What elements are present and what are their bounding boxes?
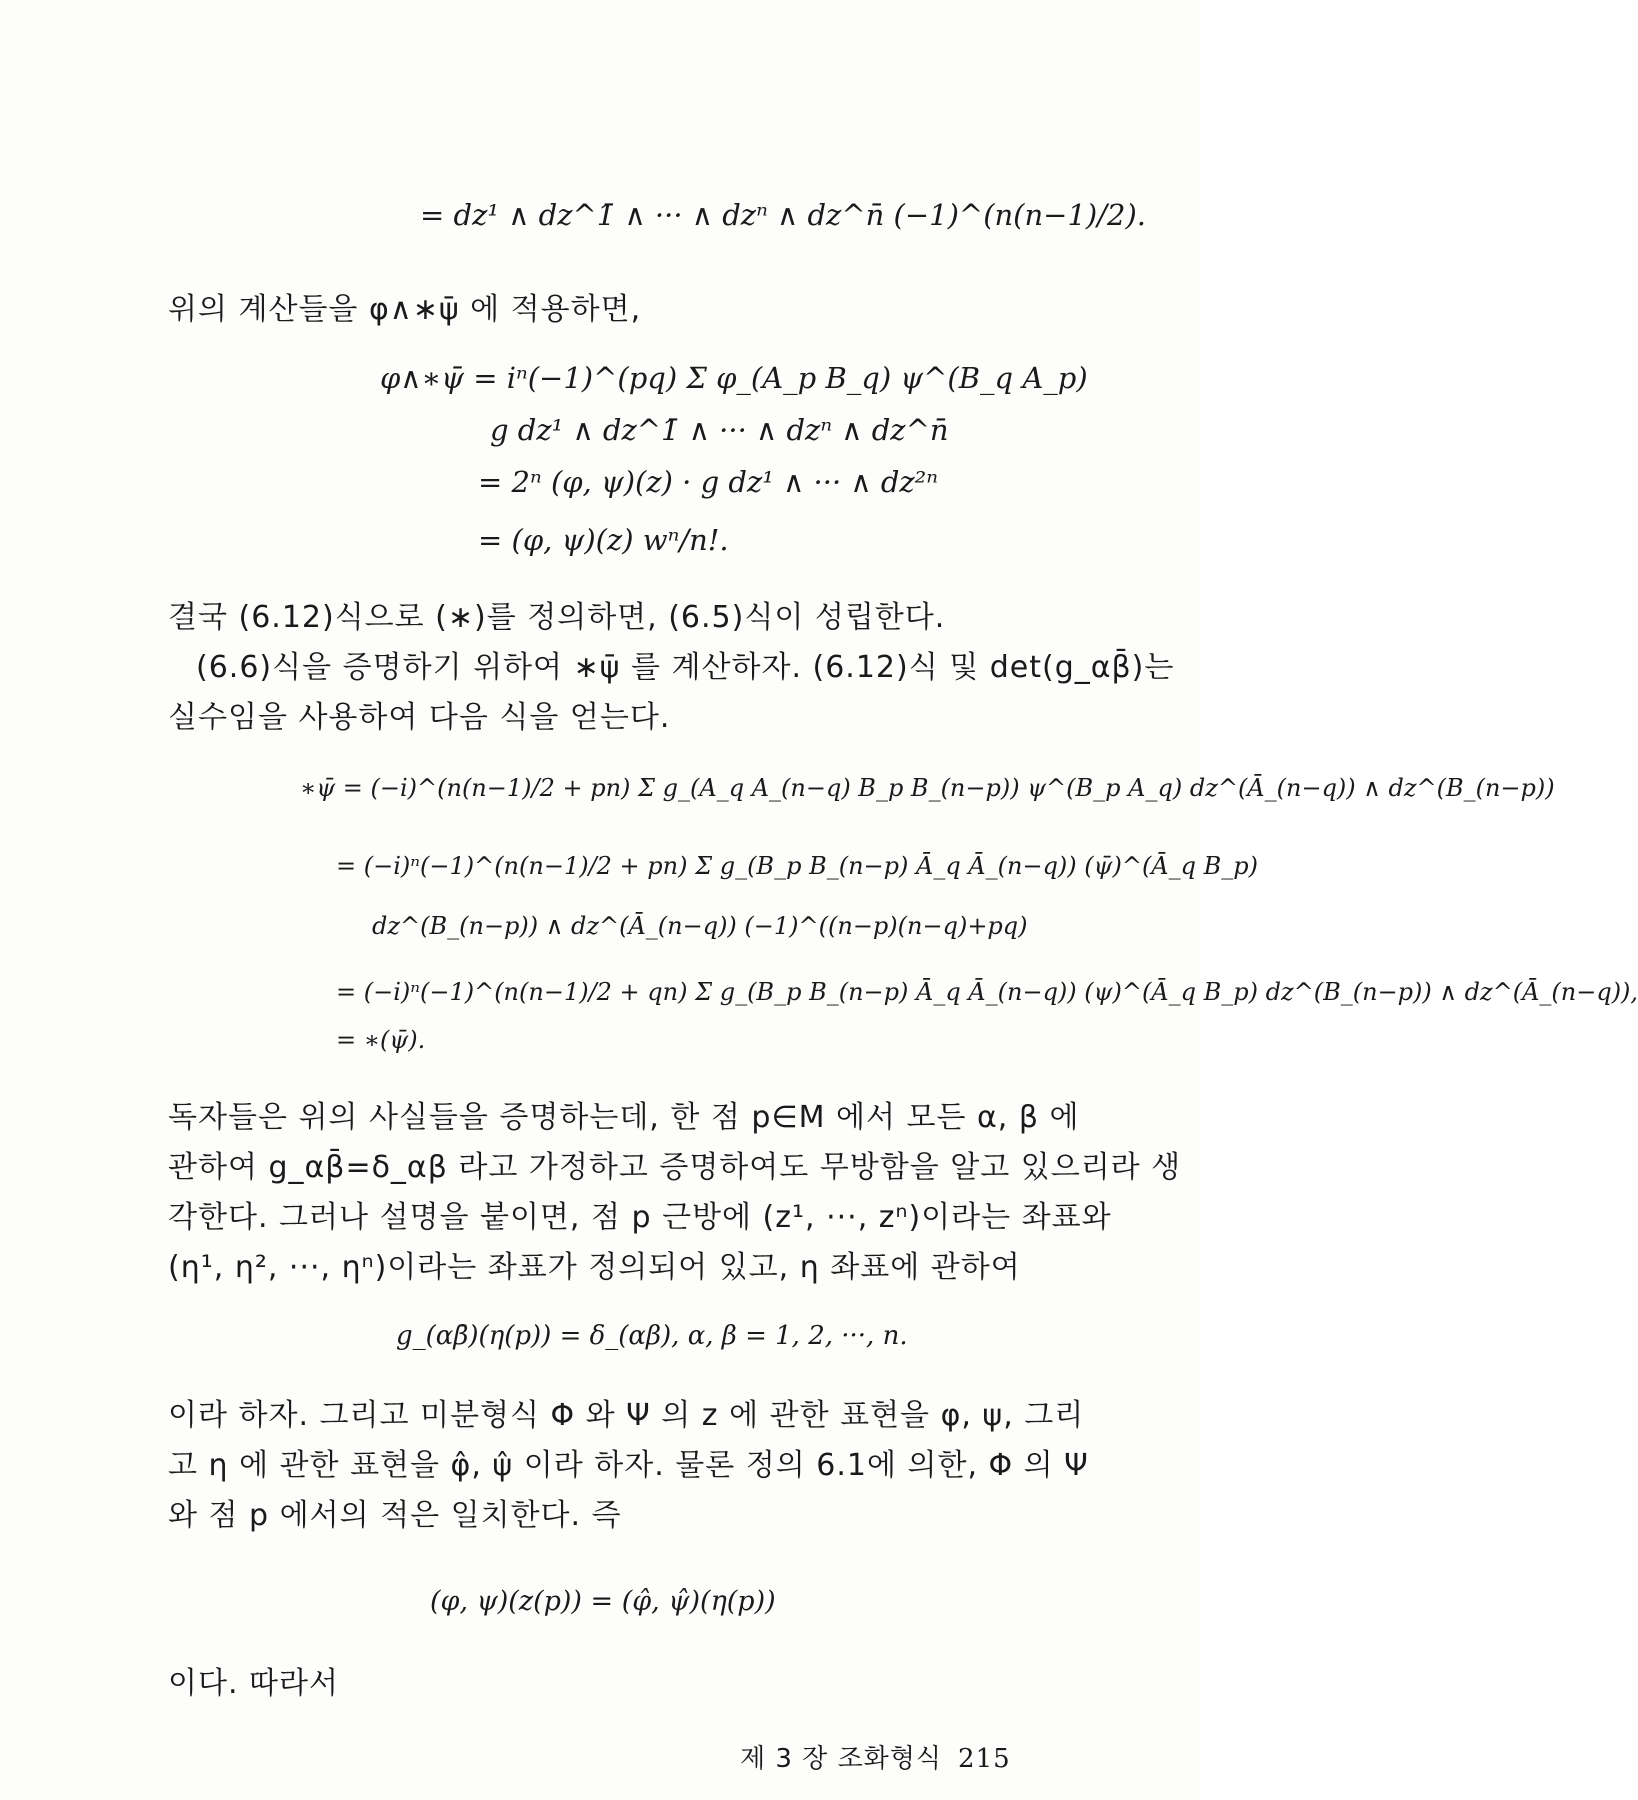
paragraph-forms-line-2: 고 η 에 관한 표현을 φ̂, ψ̂ 이라 하자. 물론 정의 6.1에 의한, Φ 의 Ψ	[168, 1448, 1089, 1483]
paragraph-forms-line-1: 이라 하자. 그리고 미분형식 Φ 와 Ψ 의 z 에 관한 표현을 φ, ψ, 그리	[168, 1398, 1085, 1433]
paragraph-readers-line-3: 각한다. 그러나 설명을 붙이면, 점 p 근방에 (z¹, ···, zⁿ)이라는 좌표와	[168, 1200, 1112, 1235]
equation-star-line-3: dz^(B_(n−p)) ∧ dz^(Ā_(n−q)) (−1)^((n−p)(n−q)+pq)	[372, 912, 1028, 940]
paragraph-readers-line-2: 관하여 g_αβ̄=δ_αβ 라고 가정하고 증명하여도 무방함을 알고 있으리라 생	[168, 1150, 1182, 1185]
equation-star-line-2: = (−i)ⁿ(−1)^(n(n−1)/2 + pn) Σ g_(B_p B_(n−p) Ā_q Ā_(n−q)) (ψ̄)^(Ā_q B_p)	[336, 852, 1258, 880]
page-footer	[740, 1742, 1011, 1776]
equation-phi-line-3: = 2ⁿ (φ, ψ)(z) · g dz¹ ∧ ··· ∧ dz²ⁿ	[478, 465, 939, 499]
paragraph-definition-line-3: 실수임을 사용하여 다음 식을 얻는다.	[168, 700, 671, 735]
equation-star-line-5: = ∗(ψ̄).	[336, 1026, 426, 1054]
paragraph-apply-calculations: 위의 계산들을 φ∧∗ψ̄ 에 적용하면,	[168, 292, 642, 327]
chapter-title: 제 3 장 조화형식	[740, 1744, 943, 1774]
equation-metric-delta: g_(αβ̄)(η(p)) = δ_(αβ), α, β = 1, 2, ···, n.	[396, 1321, 908, 1351]
equation-phi-line-1: φ∧∗ψ̄ = iⁿ(−1)^(pq) Σ φ_(A_p B_q) ψ^(B_q A_p)	[380, 361, 1088, 395]
paragraph-readers-line-4: (η¹, η², ···, ηⁿ)이라는 좌표가 정의되어 있고, η 좌표에 관하여	[168, 1250, 1021, 1285]
equation-star-line-1: ∗ψ̄ = (−i)^(n(n−1)/2 + pn) Σ g_(A_q A_(n−q) B_p B_(n−p)) ψ^(B_p A_q) dz^(Ā_(n−q)) ∧ dz^(B_(n−p))	[300, 774, 1555, 802]
paragraph-definition-line-2: (6.6)식을 증명하기 위하여 ∗ψ̄ 를 계산하자. (6.12)식 및 det(g_αβ̄)는	[196, 650, 1175, 685]
equation-star-line-4: = (−i)ⁿ(−1)^(n(n−1)/2 + qn) Σ g_(B_p B_(n−p) Ā_q Ā_(n−q)) (ψ)^(Ā_q B_p) dz^(B_(n−p)) ∧ dz^(Ā_(n−q)),	[336, 978, 1638, 1006]
paragraph-forms-line-3: 와 점 p 에서의 적은 일치한다. 즉	[168, 1498, 622, 1533]
equation-top: = dz¹ ∧ dz^1̄ ∧ ··· ∧ dzⁿ ∧ dz^n̄ (−1)^(n(n−1)/2).	[420, 198, 1146, 232]
page-number: 215	[958, 1744, 1011, 1774]
equation-phi-line-2: g dz¹ ∧ dz^1̄ ∧ ··· ∧ dzⁿ ∧ dz^n̄	[490, 413, 949, 447]
paragraph-readers-line-1: 독자들은 위의 사실들을 증명하는데, 한 점 p∈M 에서 모든 α, β 에	[168, 1100, 1080, 1135]
equation-phi-line-4: = (φ, ψ)(z) wⁿ/n!.	[478, 523, 729, 557]
paragraph-therefore: 이다. 따라서	[168, 1666, 339, 1701]
paragraph-definition-line-1: 결국 (6.12)식으로 (∗)를 정의하면, (6.5)식이 성립한다.	[168, 600, 946, 635]
equation-inner-product: (φ, ψ)(z(p)) = (φ̂, ψ̂)(η(p))	[430, 1586, 776, 1617]
